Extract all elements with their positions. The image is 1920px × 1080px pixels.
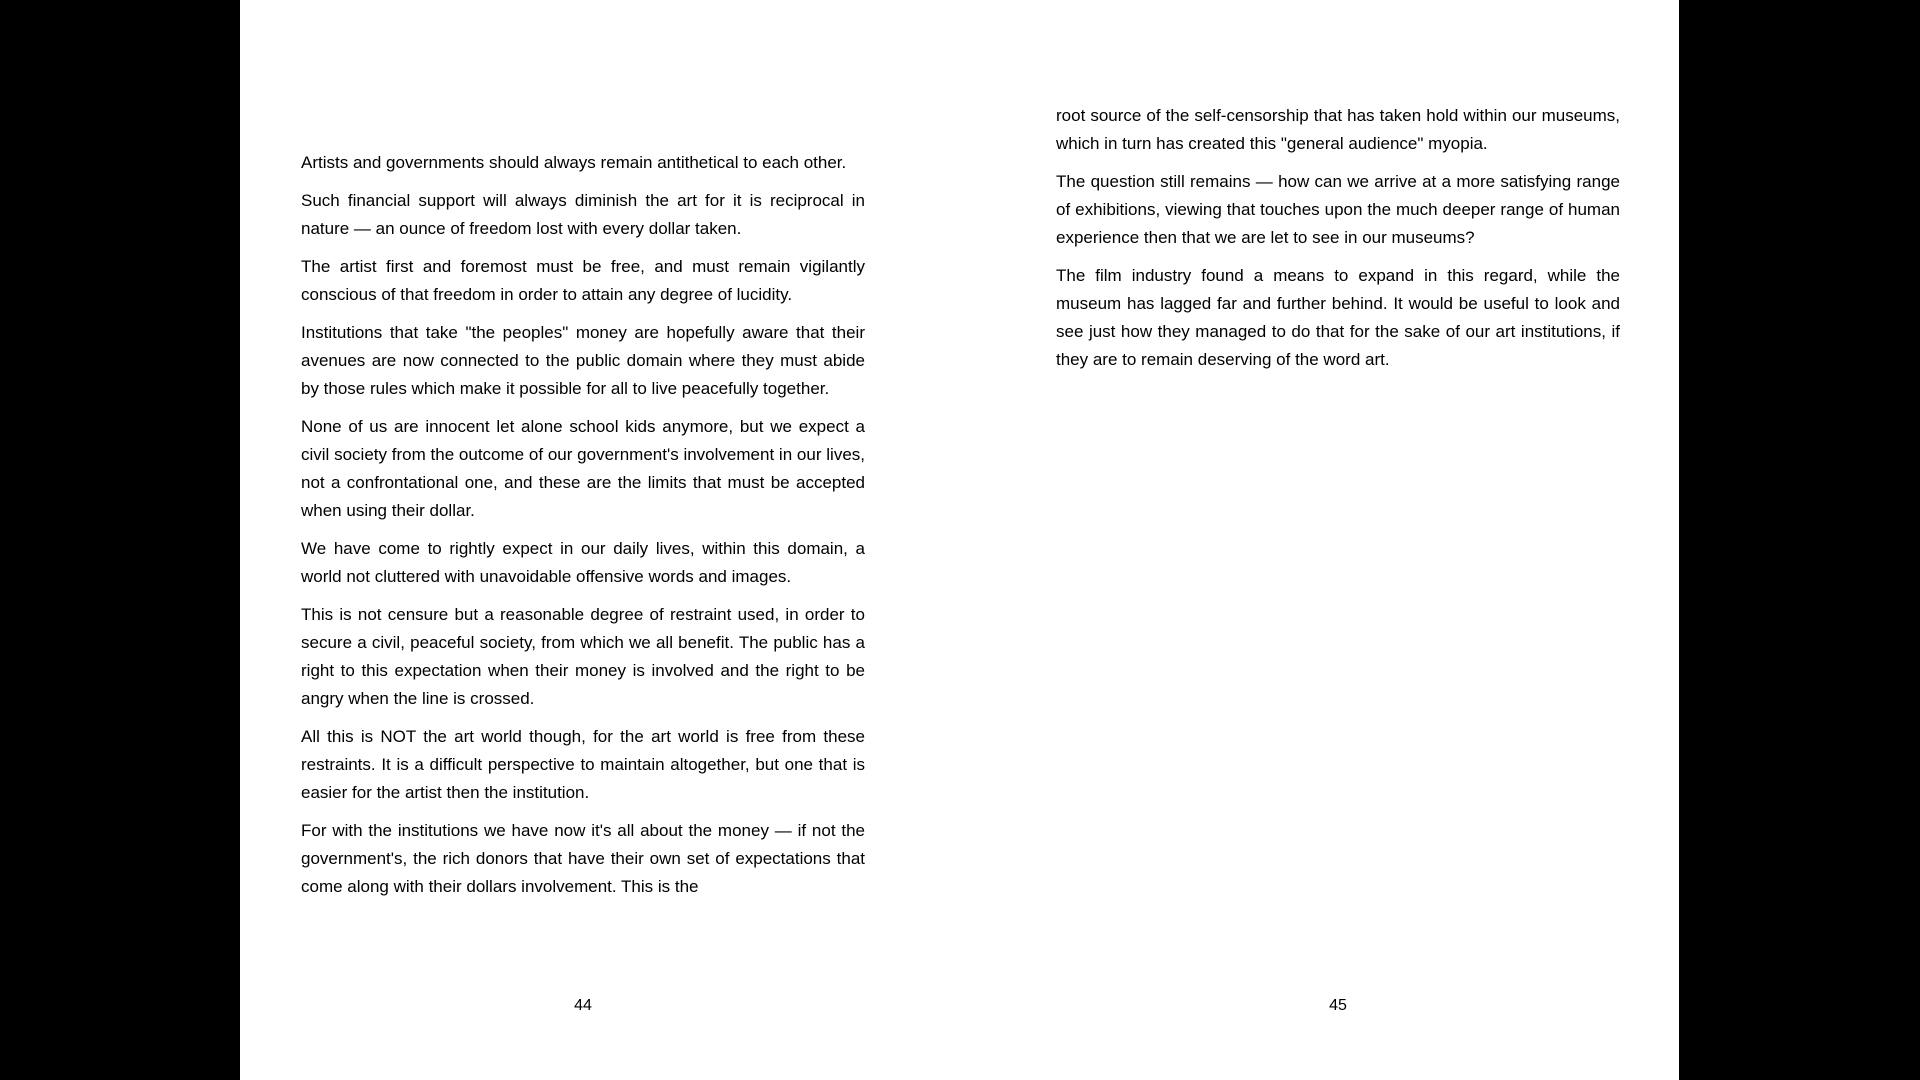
paragraph: root source of the self-censorship that has taken hold within our museums, which in turn has created this "general audience" myopia.: [1056, 106, 1620, 153]
paragraph: None of us are innocent let alone school kids anymore, but we expect a civil society from the outcome of our government's involvement in our lives, not a confrontational one, and these are the limits that must be accepted when using their dollar.: [301, 417, 865, 520]
paragraph: Artists and governments should always remain antithetical to each other.: [301, 153, 847, 172]
paragraph: Institutions that take "the peoples" money are hopefully aware that their avenues are now connected to the public domain where they must abide by those rules which make it possible for all to live peacefully together.: [301, 323, 865, 398]
letterbox-left: [0, 0, 240, 1080]
letterbox-right: [1679, 0, 1920, 1080]
page-number-left: 44: [574, 997, 592, 1014]
page-right: [960, 0, 1680, 1080]
page-left-text: [301, 149, 865, 901]
paragraph: This is not censure but a reasonable degree of restraint used, in order to secure a civil, peaceful society, from which we all benefit. The public has a right to this expectation when their money is involved and the right to be angry when the line is crossed.: [301, 605, 865, 708]
paragraph: For with the institutions we have now it's all about the money — if not the government's, the rich donors that have their own set of expectations that come along with their dollars involvement. This is the: [301, 821, 865, 896]
paragraph: The artist first and foremost must be free, and must remain vigilantly conscious of that freedom in order to attain any degree of lucidity.: [301, 257, 865, 304]
paragraph: We have come to rightly expect in our daily lives, within this domain, a world not cluttered with unavoidable offensive words and images.: [301, 539, 865, 586]
paragraph: The question still remains — how can we arrive at a more satisfying range of exhibitions, viewing that touches upon the much deeper range of human experience then that we are let to see in our museums?: [1056, 172, 1620, 247]
paragraph: Such financial support will always diminish the art for it is reciprocal in nature — an ounce of freedom lost with every dollar taken.: [301, 191, 865, 238]
page-number-right: 45: [1329, 997, 1347, 1014]
paragraph: The film industry found a means to expand in this regard, while the museum has lagged far and further behind. It would be useful to look and see just how they managed to do that for the sake of our art institutions, if they are to remain deserving of the word art.: [1056, 266, 1620, 369]
book-spread: [240, 0, 1680, 1080]
paragraph: All this is NOT the art world though, for the art world is free from these restraints. It is a difficult perspective to maintain altogether, but one that is easier for the artist then the institution.: [301, 727, 865, 802]
page-right-text: [1056, 102, 1620, 374]
page-left: [240, 0, 960, 1080]
